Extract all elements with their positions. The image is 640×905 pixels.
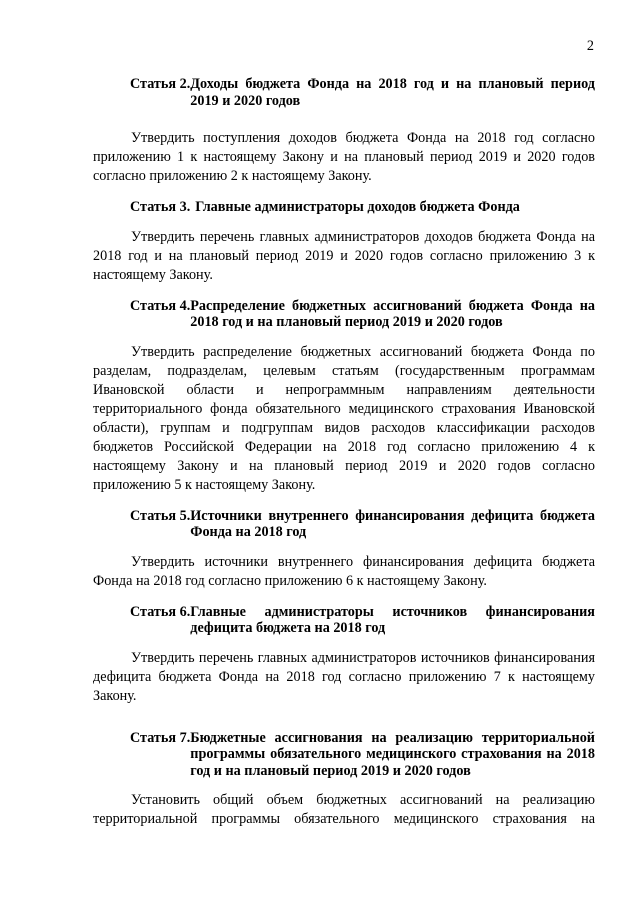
document-body <box>93 76 595 829</box>
article-7-label: Статья 7. <box>130 729 191 746</box>
article-3-heading <box>93 199 595 216</box>
article-2-label: Статья 2. <box>130 76 191 92</box>
article-7-heading <box>93 730 595 780</box>
article-5-heading <box>93 508 595 541</box>
article-6-text: Утвердить перечень главных администраторов источников финансирования дефицита бюджета Фонда на 2018 год согласно приложению 7 к настоящему Закону. <box>93 649 595 704</box>
article-5-text: Утвердить источники внутреннего финансирования дефицита бюджета Фонда на 2018 год согласно приложению 6 к настоящему Закону. <box>93 553 595 589</box>
article-6-label: Статья 6. <box>130 603 191 620</box>
article-6-heading <box>93 604 595 637</box>
article-2-title: Доходы бюджета Фонда на 2018 год и на плановый период 2019 и 2020 годов <box>190 76 595 109</box>
article-2-text: Утвердить поступления доходов бюджета Фонда на 2018 год согласно приложению 1 к настоящему Закону и на плановый период 2019 и 2020 годов согласно приложению 2 к настоящему Закону. <box>93 130 595 184</box>
article-7-title: Бюджетные ассигнования на реализацию территориальной программы обязательного медицинского страхования на 2018 год и на плановый период 2019 и 2020 годов <box>190 729 595 779</box>
article-2-heading <box>93 76 595 109</box>
article-4-label: Статья 4. <box>130 297 191 314</box>
article-3-title: Главные администраторы доходов бюджета Фонда <box>195 199 520 215</box>
article-5-title: Источники внутреннего финансирования дефицита бюджета Фонда на 2018 год <box>190 507 595 540</box>
article-5-label: Статья 5. <box>130 507 191 524</box>
article-6-title: Главные администраторы источников финансирования дефицита бюджета на 2018 год <box>190 603 595 636</box>
article-4-heading <box>93 298 595 331</box>
article-4-text: Утвердить распределение бюджетных ассигнований бюджета Фонда по разделам, подразделам, целевым статьям (государственным программам Ивановской области и непрограммным направлениям деятельности территориального фонда обязательного медицинского страхования Ивановской области), группам и подгруппам видов расходов классификации расходов бюджетов Российской Федерации на 2018 год согласно приложению 4 к настоящему Закону и на плановый период 2019 и 2020 годов согласно приложению 5 к настоящему Закону. <box>93 343 595 493</box>
article-3-label: Статья 3. <box>130 199 191 215</box>
article-7-text: Установить общий объем бюджетных ассигнований на реализацию территориальной программы обязательного медицинского страхования на <box>93 792 595 827</box>
article-4-title: Распределение бюджетных ассигнований бюджета Фонда на 2018 год и на плановый период 2019 и 2020 годов <box>190 297 595 330</box>
page-number: 2 <box>586 38 594 54</box>
article-3-text: Утвердить перечень главных администраторов доходов бюджета Фонда на 2018 год и на плановый период 2019 и 2020 годов согласно приложению 3 к настоящему Закону. <box>93 228 595 283</box>
